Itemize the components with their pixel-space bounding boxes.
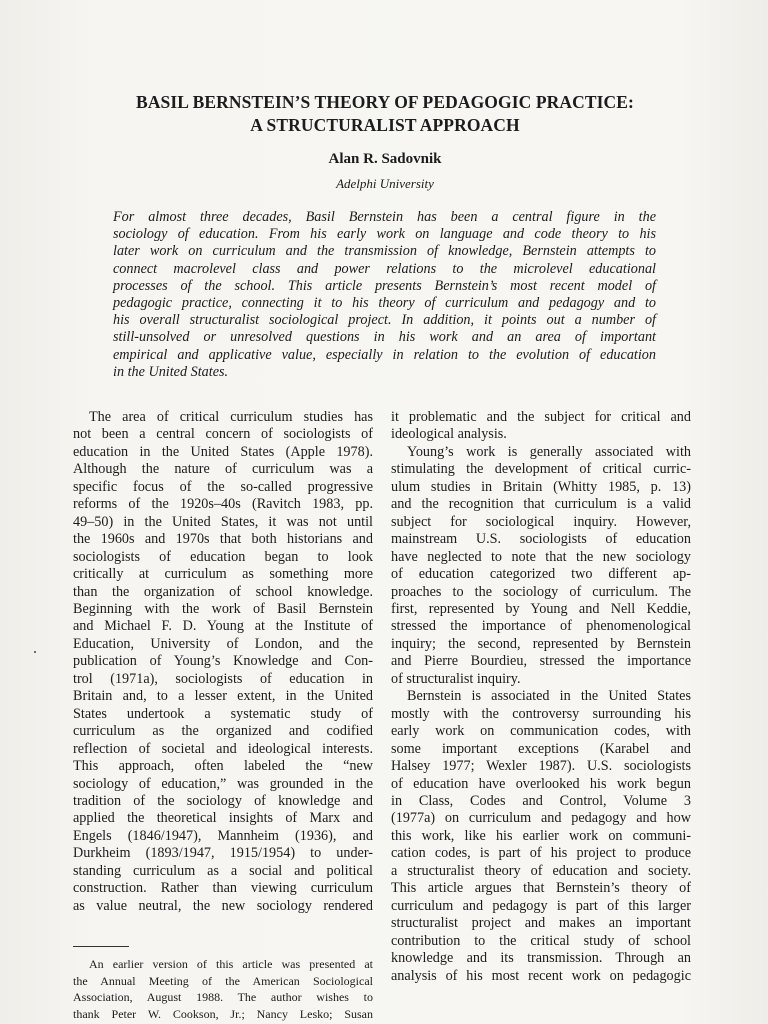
body-line: specific focus of the so-called progressive	[73, 478, 373, 495]
footnote-line: Association, August 1988. The author wishes to	[73, 990, 373, 1005]
body-line: trol (1971a), sociologists of education in	[73, 670, 373, 687]
left-column	[73, 409, 373, 915]
body-line: some important exceptions (Karabel and	[391, 740, 691, 757]
body-line: of structuralist inquiry.	[391, 670, 521, 687]
abstract-line: later work on curriculum and the transmission of knowledge, Bernstein attempts to	[113, 243, 656, 260]
body-line: in Class, Codes and Control, Volume 3	[391, 792, 691, 809]
abstract-line: For almost three decades, Basil Bernstein has been a central figure in the	[113, 209, 656, 225]
title-line-1: BASIL BERNSTEIN’S THEORY OF PEDAGOGIC PRACTICE:	[136, 92, 634, 112]
body-line: inquiry; the second, represented by Bernstein	[391, 635, 691, 652]
abstract-line: pedagogic practice, connecting it to his theory of curriculum and pedagogy and to	[113, 295, 656, 312]
footnote	[73, 956, 373, 1022]
body-line: publication of Young’s Knowledge and Con-	[73, 653, 373, 670]
body-line: critically at curriculum as something more	[73, 566, 373, 583]
body-line: of education categorized two different ap-	[391, 566, 691, 583]
body-line: and Michael F. D. Young at the Institute of	[73, 618, 373, 635]
footnote-divider	[73, 946, 129, 947]
body-line: Although the nature of curriculum was a	[73, 461, 373, 478]
body-line: Beginning with the work of Basil Bernstein	[73, 600, 373, 617]
body-line: structuralist project and makes an important	[391, 915, 691, 932]
footnote-line: thank Peter W. Cookson, Jr.; Nancy Lesko; Susan	[73, 1006, 373, 1021]
abstract	[113, 209, 656, 381]
body-line: stimulating the development of critical curric-	[391, 461, 691, 478]
body-line: Halsey 1977; Wexler 1987). U.S. sociologists	[391, 758, 691, 775]
body-line: Durkheim (1893/1947, 1915/1954) to under-	[73, 845, 373, 862]
body-line: mainstream U.S. sociologists of education	[391, 531, 691, 548]
body-line: early work on communication codes, with	[391, 723, 691, 740]
body-line: cation codes, is part of his project to produce	[391, 845, 691, 862]
body-line: The area of critical curriculum studies has	[89, 409, 373, 425]
body-line: not been a central concern of sociologists of	[73, 426, 373, 443]
body-line: 49–50) in the United States, it was not until	[73, 513, 373, 530]
body-line: reflection of societal and ideological interests.	[73, 740, 373, 757]
footnote-line: An earlier version of this article was presented at	[89, 957, 373, 971]
body-line: ideological analysis.	[391, 426, 507, 443]
body-line: as value neutral, the new sociology rendered	[73, 897, 373, 914]
body-line: stressed the importance of phenomenological	[391, 618, 691, 635]
body-line: Young’s work is generally associated with	[407, 443, 691, 460]
body-line: Bernstein is associated in the United States	[407, 688, 691, 705]
body-line: proaches to the sociology of curriculum. The	[391, 583, 691, 600]
body-line: a structuralist theory of education and society.	[391, 862, 691, 879]
right-column	[391, 409, 691, 985]
body-line: education in the United States (Apple 1978).	[73, 443, 373, 460]
body-line: and Pierre Bourdieu, stressed the importance	[391, 653, 691, 670]
body-line: ulum studies in Britain (Whitty 1985, p. 13)	[391, 478, 691, 495]
abstract-line: empirical and applicative value, especially in relation to the evolution of education	[113, 346, 656, 363]
author-name: Alan R. Sadovnik	[328, 151, 442, 167]
article-title	[60, 91, 710, 137]
body-line: sociologists of education began to look	[73, 548, 373, 565]
body-line: Engels (1846/1947), Mannheim (1936), and	[73, 827, 373, 844]
abstract-line: sociology of education. From his early work on language and code theory to his	[113, 226, 656, 243]
body-line: have neglected to note that the new sociology	[391, 548, 691, 565]
body-line: mostly with the controversy surrounding his	[391, 705, 691, 722]
footnote-line: the Annual Meeting of the American Sociological	[73, 973, 373, 988]
body-line: applied the theoretical insights of Marx and	[73, 810, 373, 827]
body-line: it problematic and the subject for critical and	[391, 409, 691, 425]
body-line: first, represented by Young and Nell Keddie,	[391, 600, 691, 617]
body-line: the 1960s and 1970s that both historians and	[73, 531, 373, 548]
abstract-line: in the United States.	[113, 363, 229, 380]
body-line: standing curriculum as a social and political	[73, 862, 373, 879]
body-line: analysis of his most recent work on pedagogic	[391, 967, 691, 984]
body-line: contribution to the critical study of school	[391, 932, 691, 949]
title-line-2: A STRUCTURALIST APPROACH	[250, 115, 520, 135]
body-line: (1977a) on curriculum and pedagogy and how	[391, 810, 691, 827]
body-line: Education, University of London, and the	[73, 635, 373, 652]
body-line: construction. Rather than viewing curriculum	[73, 880, 373, 897]
body-line: than the organization of school knowledge.	[73, 583, 373, 600]
abstract-line: processes of the school. This article presents Bernstein’s most recent model of	[113, 277, 656, 294]
body-line: and the recognition that curriculum is a valid	[391, 496, 691, 513]
body-line: knowledge and its transmission. Through an	[391, 950, 691, 967]
stray-mark	[34, 651, 36, 653]
body-line: This article argues that Bernstein’s theory of	[391, 880, 691, 897]
abstract-line: still-unsolved or unresolved questions in his work and an area of important	[113, 329, 656, 346]
body-line: tradition of the sociology of knowledge and	[73, 792, 373, 809]
body-line: of education have overlooked his work begun	[391, 775, 691, 792]
body-line: this work, like his earlier work on communi-	[391, 827, 691, 844]
body-line: reforms of the 1920s–40s (Ravitch 1983, pp.	[73, 496, 373, 513]
body-line: Britain and, to a lesser extent, in the United	[73, 688, 373, 705]
body-line: curriculum and pedagogy is part of this larger	[391, 897, 691, 914]
body-line: States undertook a systematic study of	[73, 705, 373, 722]
body-line: sociology of education,” was grounded in the	[73, 775, 373, 792]
body-line: This approach, often labeled the “new	[73, 758, 373, 775]
abstract-line: connect macrolevel class and power relations to the microlevel educational	[113, 260, 656, 277]
abstract-line: his overall structuralist sociological project. In addition, it points out a number of	[113, 312, 656, 329]
body-line: subject for sociological inquiry. However,	[391, 513, 691, 530]
author-affiliation: Adelphi University	[336, 176, 434, 191]
body-line: curriculum as the organized and codified	[73, 723, 373, 740]
